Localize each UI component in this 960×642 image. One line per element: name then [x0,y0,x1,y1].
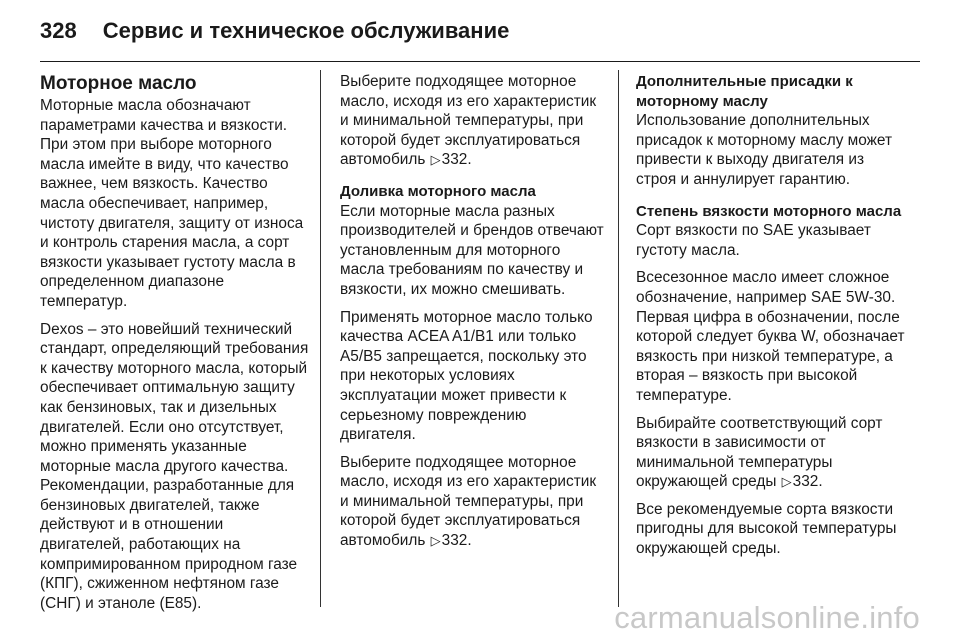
watermark: carmanualsonline.info [614,600,920,635]
paragraph: Использование дополнительных присадок к моторному маслу может привести к выходу двигателя из строя и аннулирует гарантию. [636,112,893,188]
page-reference-link[interactable]: 332. [441,532,472,550]
paragraph: Все рекомендуемые сорта вязкости пригодны для высокой температуры окружающей среды. [636,500,897,558]
column-3 [636,72,906,567]
subsection-heading: Степень вязкости моторного масла [636,202,902,220]
reference-arrow-icon: ▷ [430,533,441,549]
section-heading: Моторное масло [40,73,197,94]
subsection-heading: Доливка моторного масла [340,182,536,200]
page-reference-link[interactable]: 332. [792,473,823,491]
paragraph: Dexos – это новейший технический стандарт, определяющий требования к качеству моторного масла, который обеспечивает оптимальную защиту как бензиновых, так и дизельных двигателей. Если оно отсутствует, можно применять указанные моторные масла другого качества. Рекомендации, разработанные для бензиновых двигателей, также действуют и в отношении двигателей, работающих на компримированном природном газе (КПГ), сжиженном нефтяном газе (СНГ) и этаноле (E85). [40,320,309,612]
subsection-heading: Дополнительные присадки к моторному маслу [636,73,853,110]
page-reference-link[interactable]: 332. [441,151,472,169]
paragraph: Выберите подходящее моторное масло, исходя из его характеристик и минимальной температуры, при которой будет эксплуатироваться автомобиль ▷332. [340,73,597,169]
column-2 [340,72,606,559]
page-number: 328 [40,18,77,43]
paragraph: Выбирайте соответствующий сорт вязкости в зависимости от минимальной температуры окружающей среды ▷332. [636,414,883,491]
column-divider [320,70,321,607]
paragraph: Моторные масла обозначают параметрами качества и вязкости. При этом при выборе моторного масла имейте в виду, что качество важнее, чем вязкость. Качество масла обеспечивает, например, чистоту двигателя, защиту от износа и контроль старения масла, а сорт вязкости указывает густоту масла в определенном диапазоне температур. [40,97,304,310]
header-divider [40,61,920,62]
page-title: Сервис и техническое обслуживание [102,18,510,43]
column-divider [618,70,619,607]
paragraph: Всесезонное масло имеет сложное обозначение, например SAE 5W-30. Первая цифра в обозначении, после которой следует буква W, обозначает вязкость при низкой температуре, а вторая – вязкость при высокой температуре. [636,269,905,404]
paragraph: Применять моторное масло только качества ACEA A1/B1 или только A5/B5 запрещается, поскольку это при некоторых условиях эксплуатации может привести к серьезному повреждению двигателя. [340,308,593,444]
paragraph: Если моторные масла разных производителей и брендов отвечают установленным для моторного масла требованиям по качеству и вязкости, их можно смешивать. [340,202,604,298]
reference-arrow-icon: ▷ [781,474,792,490]
column-1 [40,72,312,621]
page-header [40,14,920,48]
reference-arrow-icon: ▷ [430,152,441,168]
paragraph: Выберите подходящее моторное масло, исходя из его характеристик и минимальной температуры, при которой будет эксплуатироваться автомобиль ▷332. [340,453,597,550]
paragraph: Сорт вязкости по SAE указывает густоту масла. [636,222,871,259]
